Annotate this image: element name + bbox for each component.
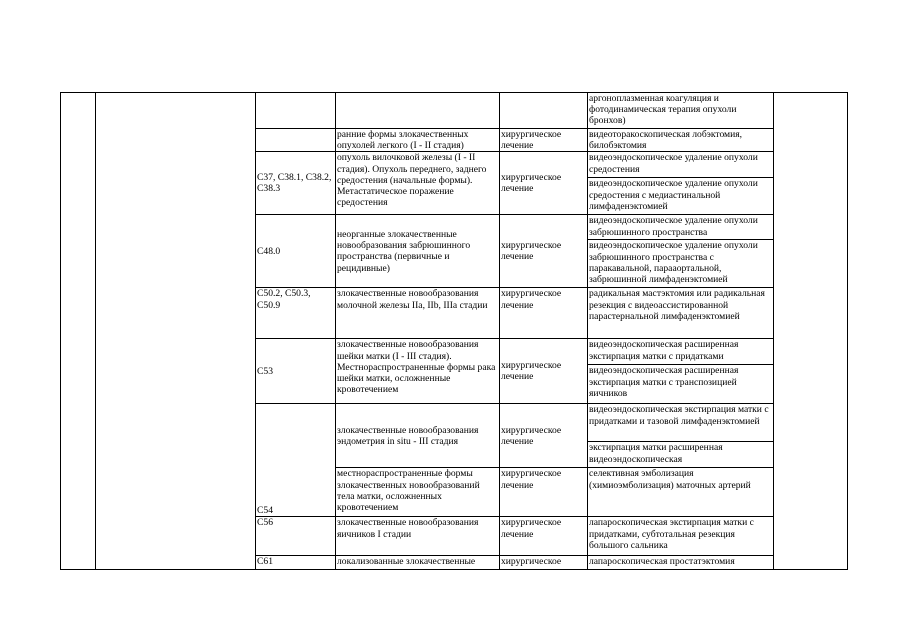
code-cell: C54 — [256, 404, 336, 517]
disease-cell: злокачественные новообразования шейки матки (I - III стадия). Местнораспространенные формы рака шейки матки, осложненные кровотечением — [336, 339, 500, 404]
code-cell: C56 — [256, 517, 336, 556]
code-cell — [256, 129, 336, 152]
treatment-cell: хирургическое лечение — [500, 152, 588, 215]
method-cell: лапароскопическая экстирпация матки с придатками, субтотальная резекция большого сальника — [588, 517, 774, 556]
disease-cell: злокачественные новообразования яичников I стадии — [336, 517, 500, 556]
treatment-cell: хирургическое лечение — [500, 215, 588, 288]
outer-column-2 — [96, 93, 256, 570]
treatment-cell: хирургическое лечение — [500, 129, 588, 152]
method-cell: селективная эмболизация (химиоэмболизация) маточных артерий — [588, 468, 774, 517]
treatment-cell: хирургическое лечение — [500, 288, 588, 339]
method-cell: лапароскопическая простатэктомия — [588, 556, 774, 570]
treatment-cell: хирургическое лечение — [500, 517, 588, 556]
method-cell: видеоэндоскопическое удаление опухоли средостения — [588, 152, 774, 178]
outer-column-1 — [61, 93, 96, 570]
treatment-cell — [500, 93, 588, 129]
outer-column-last — [774, 93, 848, 570]
method-cell: экстирпация матки расширенная видеоэндоскопическая — [588, 442, 774, 468]
code-cell: C48.0 — [256, 215, 336, 288]
code-cell: C61 — [256, 556, 336, 570]
treatment-cell: хирургическое лечение — [500, 404, 588, 468]
disease-cell: неорганные злокачественные новообразования забрюшинного пространства (первичные и рецидивные) — [336, 215, 500, 288]
method-cell: видеоэндоскопическая расширенная экстирпация матки с транспозицией яичников — [588, 365, 774, 404]
code-cell — [256, 93, 336, 129]
code-cell: C37, C38.1, C38.2, C38.3 — [256, 152, 336, 215]
treatment-cell: хирургическое лечение — [500, 339, 588, 404]
disease-cell: ранние формы злокачественных опухолей легкого (I - II стадия) — [336, 129, 500, 152]
method-cell: видеоэндоскопическая экстирпация матки с придатками и тазовой лимфаденэктомией — [588, 404, 774, 442]
method-cell: радикальная мастэктомия или радикальная резекция с видеоассистированной парастернальной лимфаденэктомией — [588, 288, 774, 339]
treatment-cell: хирургическое — [500, 556, 588, 570]
disease-cell — [336, 93, 500, 129]
table-row — [61, 93, 848, 129]
method-cell: видеоэндоскопическое удаление опухоли забрюшинного пространства — [588, 215, 774, 240]
method-cell: аргоноплазменная коагуляция и фотодинамическая терапия опухоли бронхов) — [588, 93, 774, 129]
treatment-cell: хирургическое лечение — [500, 468, 588, 517]
disease-cell: опухоль вилочковой железы (I - II стадия). Опухоль переднего, заднего средостения (начальные формы). Метастатическое поражение средостения — [336, 152, 500, 215]
treatment-table — [60, 92, 848, 570]
disease-cell: местнораспространенные формы злокачественных новообразований тела матки, осложненных кровотечением — [336, 468, 500, 517]
disease-cell: злокачественные новообразования эндометрия in situ - III стадия — [336, 404, 500, 468]
code-cell: C50.2, C50.3, C50.9 — [256, 288, 336, 339]
disease-cell: злокачественные новообразования молочной железы IIa, IIb, IIIa стадии — [336, 288, 500, 339]
code-cell: C53 — [256, 339, 336, 404]
method-cell: видеоэндоскопическое удаление опухоли забрюшинного пространства с паракавальной, парааортальной, забрюшинной лимфаденэктомией — [588, 240, 774, 288]
method-cell: видеоэндоскопическая расширенная экстирпация матки с придатками — [588, 339, 774, 365]
method-cell: видеоэндоскопическое удаление опухоли средостения с медиастинальной лимфаденэктомией — [588, 178, 774, 215]
disease-cell: локализованные злокачественные — [336, 556, 500, 570]
method-cell: видеоторакоскопическая лобэктомия, билобэктомия — [588, 129, 774, 152]
